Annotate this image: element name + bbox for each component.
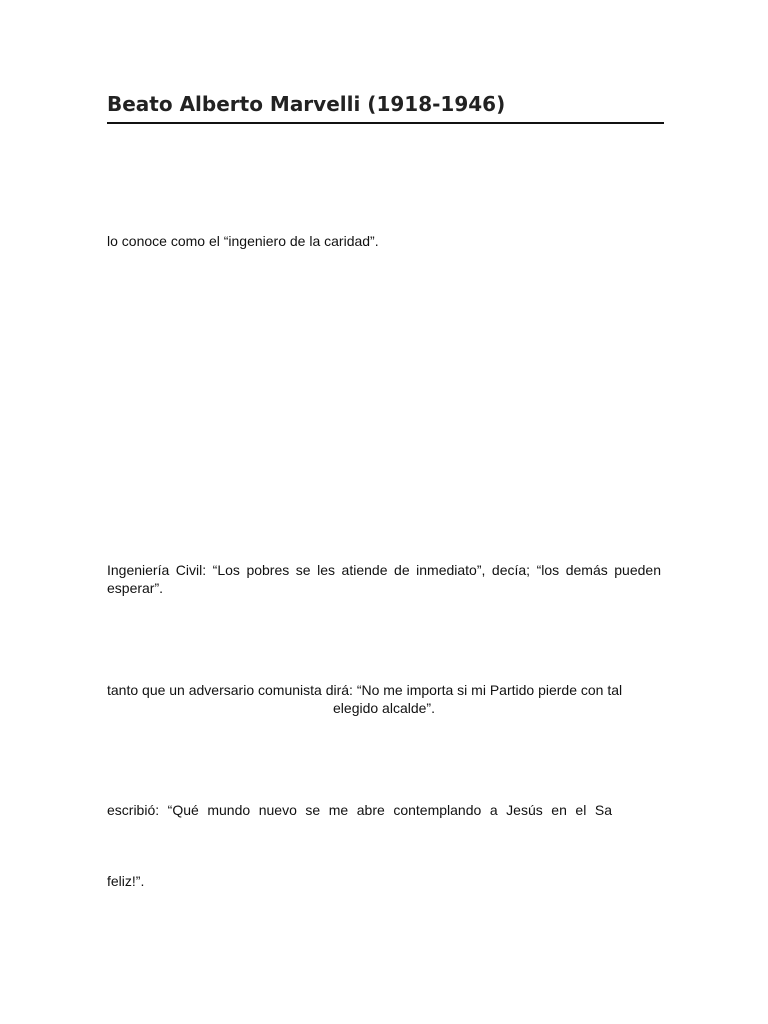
paragraph-3 — [107, 681, 661, 717]
paragraph-2: Ingeniería Civil: “Los pobres se les atiende de inmediato”, decía; “los demás pueden esperar”. — [107, 562, 661, 596]
paragraph-5: feliz!”. — [107, 873, 145, 889]
paragraph-1: lo conoce como el “ingeniero de la caridad”. — [107, 233, 379, 249]
paragraph-3-line-2: elegido alcalde”. — [333, 700, 435, 716]
paragraph-3-line-1: tanto que un adversario comunista dirá: “No me importa si mi Partido pierde con tal — [107, 682, 623, 698]
paragraph-4: escribió: “Qué mundo nuevo se me abre contemplando a Jesús en el Sa — [107, 802, 612, 818]
page-title: Beato Alberto Marvelli (1918-1946) — [107, 90, 664, 124]
